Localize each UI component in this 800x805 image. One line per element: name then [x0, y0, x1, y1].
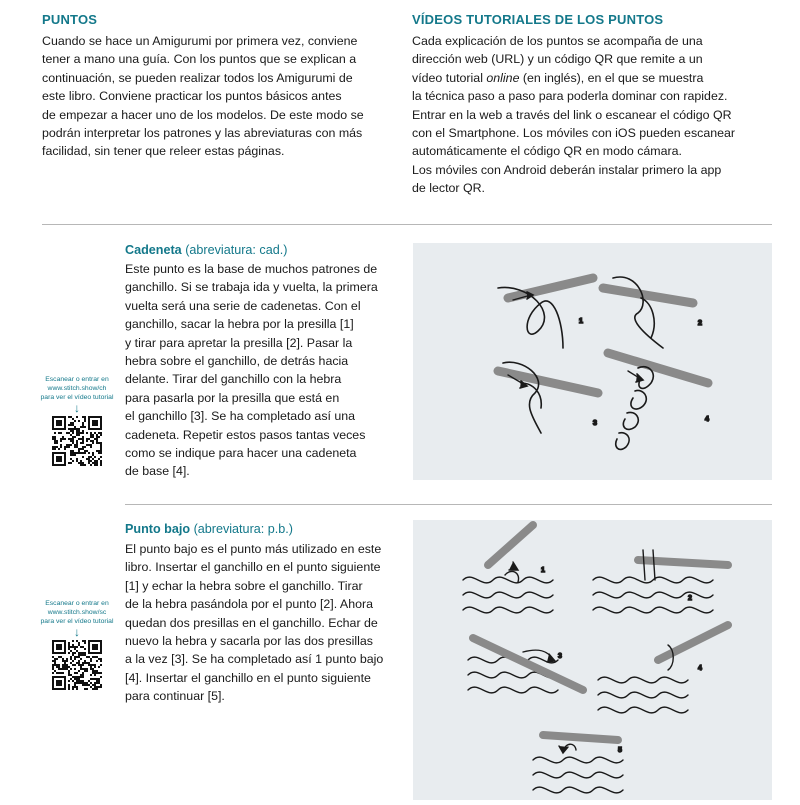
- cadeneta-line: el ganchillo [3]. Se ha completado así una: [125, 409, 356, 424]
- punto-bajo-line: para continuar [5].: [125, 689, 225, 704]
- punto-bajo-abbr: (abreviatura: p.b.): [193, 522, 293, 536]
- punto-bajo-step-1-number: 1: [541, 567, 545, 574]
- cadeneta-step-3-hook: [498, 371, 598, 393]
- punto-bajo-step-4-number: 4: [698, 665, 702, 672]
- videos-line: dirección web (URL) y un código QR que remite a un: [412, 52, 703, 67]
- punto-bajo-line: de la hebra pasándola por el punto [2]. Ahora: [125, 597, 373, 612]
- cadeneta-qr-code[interactable]: [52, 416, 102, 466]
- punto-bajo-line: [4]. Insertar el ganchillo en el punto siguiente: [125, 670, 371, 685]
- punto-bajo-line: El punto bajo es el punto más utilizado en este: [125, 542, 382, 556]
- punto-bajo-title: [125, 520, 293, 538]
- punto-bajo-line: a la vez [3]. Se ha completado así 1 punto bajo: [125, 652, 384, 667]
- punto-bajo-fabric-4: [598, 677, 688, 713]
- punto-bajo-qr-note: Escanear o entrar en www.stitch.show/sc para ver el vídeo tutorial: [40, 600, 114, 625]
- videos-line: Los móviles con Android deberán instalar primero la app: [412, 162, 722, 177]
- section-divider-2: [125, 504, 772, 505]
- videos-line: la técnica paso a paso para poderla dominar con rapidez.: [412, 89, 728, 104]
- cadeneta-paragraph: [125, 260, 378, 481]
- punto-bajo-step-5-number: 5: [618, 747, 622, 754]
- videos-line: de lector QR.: [412, 181, 485, 196]
- cadeneta-step-4-hook: [608, 353, 708, 383]
- punto-bajo-qr-code[interactable]: [52, 640, 102, 690]
- cadeneta-step-1-hook: [508, 278, 593, 298]
- cadeneta-steps-illustration: [413, 243, 772, 480]
- cadeneta-qr-note: Escanear o entrar en www.stitch.show/ch para ver el vídeo tutorial: [40, 376, 114, 401]
- punto-bajo-step-2-number: 2: [688, 595, 692, 602]
- punto-bajo-qr-block: [34, 599, 120, 690]
- cadeneta-line: ganchillo, sacar la hebra por la presilla [1]: [125, 317, 354, 332]
- punto-bajo-steps-illustration: [413, 520, 772, 800]
- cadeneta-step-2-number: 2: [698, 320, 702, 327]
- puntos-line: podrán interpretar los patrones y las abreviaturas con más: [42, 126, 363, 141]
- puntos-heading: PUNTOS: [42, 12, 98, 27]
- cadeneta-line: para pasarla por la presilla que está en: [125, 390, 340, 405]
- cadeneta-qr-block: [34, 375, 120, 466]
- cadeneta-step-4-chain: [616, 367, 654, 450]
- cadeneta-step-2-hook: [603, 288, 693, 303]
- videos-heading: VÍDEOS TUTORIALES DE LOS PUNTOS: [412, 12, 664, 27]
- cadeneta-abbr: (abreviatura: cad.): [185, 243, 288, 257]
- cadeneta-line: delante. Tirar del ganchillo con la hebra: [125, 372, 342, 387]
- cadeneta-line: cadeneta. Repetir estos pasos tantas veces: [125, 427, 366, 442]
- videos-paragraph: [412, 32, 735, 198]
- cadeneta-line: y tirar para apretar la presilla [2]. Pasar la: [125, 335, 353, 350]
- punto-bajo-line: [1] y echar la hebra sobre el ganchillo. Tirar: [125, 578, 363, 593]
- punto-bajo-line: nuevo la hebra y sacarla por las dos presillas: [125, 634, 373, 649]
- cadeneta-line: vuelta será una serie de cadenetas. Con el: [125, 298, 361, 313]
- punto-bajo-hook-5: [543, 735, 618, 740]
- puntos-line: facilidad, sin tener que releer estas páginas.: [42, 144, 285, 159]
- punto-bajo-hook-1: [488, 525, 533, 565]
- punto-bajo-paragraph: [125, 540, 383, 706]
- videos-line: vídeo tutorial online (en inglés), en el que se muestra: [412, 70, 704, 85]
- punto-bajo-line: libro. Insertar el ganchillo en el punto siguiente: [125, 560, 381, 575]
- punto-bajo-hook-2: [638, 560, 728, 565]
- cadeneta-line: de base [4].: [125, 464, 190, 479]
- punto-bajo-fabric-5: [533, 757, 623, 793]
- punto-bajo-hook-4: [658, 625, 728, 660]
- cadeneta-step-1-number: 1: [579, 318, 583, 325]
- punto-bajo-fabric-1: [463, 577, 553, 613]
- videos-line: Cada explicación de los puntos se acompaña de una: [412, 34, 703, 48]
- cadeneta-step-3-number: 3: [593, 420, 597, 427]
- punto-bajo-step-3-number: 3: [558, 653, 562, 660]
- cadeneta-name: Cadeneta: [125, 243, 182, 257]
- section-divider: [42, 224, 772, 225]
- punto-bajo-fabric-2: [593, 577, 713, 613]
- videos-line: automáticamente el código QR en modo cámara.: [412, 144, 682, 159]
- puntos-paragraph: [42, 32, 364, 161]
- puntos-line: este libro. Conviene practicar los puntos básicos antes: [42, 89, 342, 104]
- videos-line: Entrar en la web a través del link o escanear el código QR: [412, 107, 732, 122]
- punto-bajo-illustration-panel: [413, 520, 772, 800]
- arrow-down-icon: ↓: [74, 625, 80, 639]
- cadeneta-illustration-panel: [413, 243, 772, 480]
- cadeneta-line: como se indique para hacer una cadeneta: [125, 446, 357, 461]
- arrow-down-icon: ↓: [74, 401, 80, 415]
- cadeneta-line: ganchillo. Si se trabaja ida y vuelta, la primera: [125, 280, 378, 295]
- cadeneta-title: [125, 241, 287, 259]
- punto-bajo-hook-3: [473, 638, 583, 690]
- puntos-line: Cuando se hace un Amigurumi por primera vez, conviene: [42, 34, 358, 48]
- puntos-line: tener a mano una guía. Con los puntos que se explican a: [42, 52, 357, 67]
- puntos-line: continuación, se pueden realizar todos los Amigurumi de: [42, 70, 353, 85]
- puntos-line: de empezar a hacer uno de los modelos. De este modo se: [42, 107, 364, 122]
- punto-bajo-line: quedan dos presillas en el ganchillo. Echar de: [125, 615, 378, 630]
- punto-bajo-name: Punto bajo: [125, 522, 191, 536]
- videos-line: con el Smartphone. Los móviles con iOS pueden escanear: [412, 126, 736, 141]
- cadeneta-line: Este punto es la base de muchos patrones de: [125, 262, 378, 276]
- cadeneta-line: hebra sobre el ganchillo, de detrás hacia: [125, 354, 349, 369]
- cadeneta-step-4-number: 4: [705, 416, 709, 423]
